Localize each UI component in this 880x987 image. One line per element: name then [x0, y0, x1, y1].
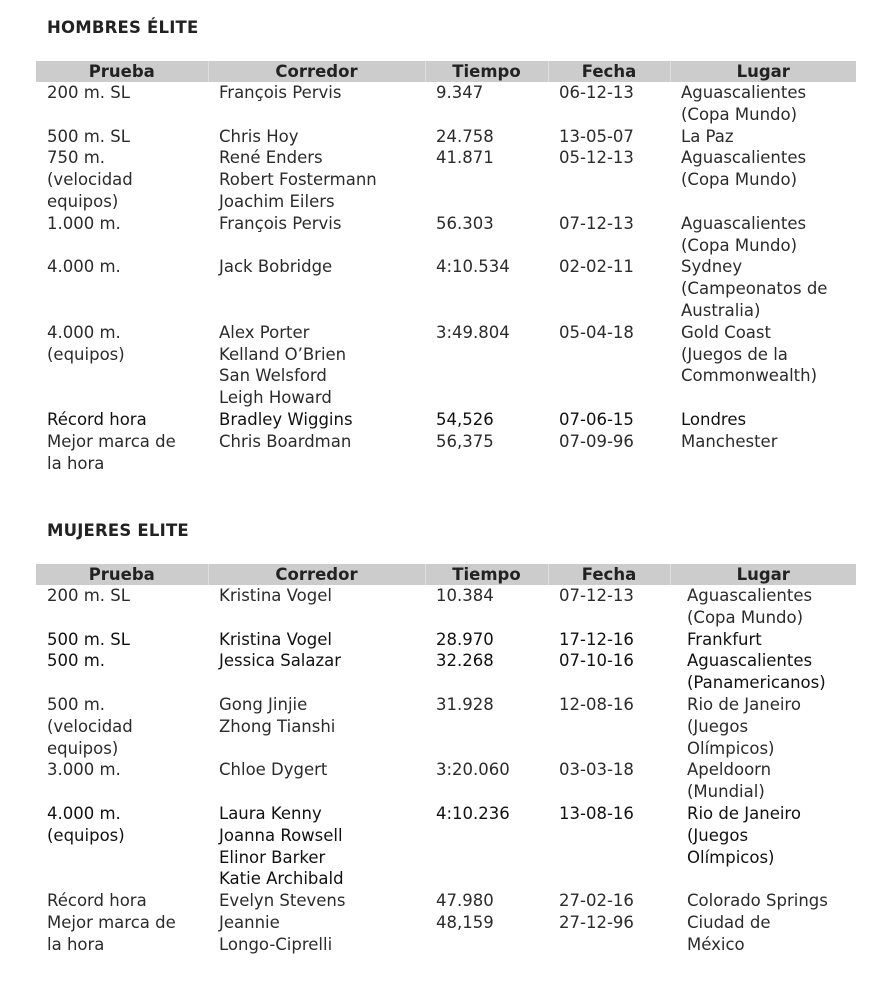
cell-tiempo: 10.384 [436, 586, 494, 605]
cell-tiempo: 41.871 [436, 148, 494, 168]
cell-prueba-line: Mejor marca de [47, 912, 176, 932]
cell-lugar-line: (Juegos [687, 716, 749, 736]
cell-lugar-line: Aguascalientes [681, 148, 807, 168]
cell-fecha: 07-12-13 [559, 213, 634, 233]
header-tiempo: Tiempo [425, 564, 548, 585]
table-row [36, 126, 856, 148]
table-row [36, 256, 856, 321]
cell-corredor [208, 585, 425, 629]
cell-lugar [670, 585, 856, 629]
cell-corredor [208, 409, 425, 431]
cell-prueba-line: 750 m. [47, 148, 106, 168]
table-row [36, 82, 856, 126]
cell-tiempo: 47.980 [436, 891, 494, 911]
cell-tiempo: 54,526 [436, 409, 494, 429]
cell-prueba [36, 213, 208, 257]
cell-fecha: 05-04-18 [559, 322, 634, 342]
cell-lugar-line: Aguascalientes [687, 651, 813, 671]
cell-lugar [670, 322, 856, 409]
cell-corredor-line: Gong Jinjie [219, 694, 308, 714]
table-body [36, 585, 856, 956]
cell-corredor-line: Laura Kenny [219, 803, 322, 823]
cell-corredor-line: San Welsford [219, 366, 327, 386]
cell-corredor [208, 126, 425, 148]
cell-lugar-line: México [687, 934, 745, 954]
cell-lugar [670, 803, 856, 890]
cell-tiempo: 56,375 [436, 431, 494, 451]
cell-prueba-line: 500 m. [47, 651, 106, 671]
cell-prueba [36, 803, 208, 890]
cell-tiempo: 9.347 [436, 83, 484, 102]
cell-fecha: 27-12-96 [559, 912, 634, 932]
cell-prueba [36, 322, 208, 409]
cell-lugar-line: Colorado Springs [687, 891, 828, 911]
table-row [36, 585, 856, 629]
cell-corredor-line: Katie Archibald [219, 869, 344, 889]
cell-corredor [208, 431, 425, 475]
cell-prueba [36, 585, 208, 629]
cell-tiempo: 48,159 [436, 912, 494, 932]
cell-prueba-line: Récord hora [47, 409, 147, 429]
cell-corredor-line: Jessica Salazar [219, 651, 342, 671]
cell-corredor-line: Robert Fostermann [219, 170, 377, 190]
cell-prueba [36, 759, 208, 803]
cell-tiempo: 3:20.060 [436, 760, 510, 780]
cell-lugar-line: Olímpicos) [687, 847, 775, 867]
cell-fecha: 02-02-11 [559, 257, 634, 277]
cell-tiempo: 3:49.804 [436, 322, 510, 342]
cell-corredor-line: Jeannie [219, 912, 280, 932]
cell-prueba-line: 200 m. SL [47, 83, 130, 102]
cell-lugar-line: (Copa Mundo) [681, 235, 798, 255]
section-title-men: HOMBRES ÉLITE [47, 18, 199, 37]
table-body [36, 82, 856, 474]
cell-prueba-line: la hora [47, 453, 105, 473]
header-corredor: Corredor [208, 61, 425, 82]
cell-lugar-line: Frankfurt [687, 629, 762, 649]
cell-prueba [36, 694, 208, 759]
cell-lugar-line: (Panamericanos) [687, 673, 826, 693]
cell-tiempo: 31.928 [436, 694, 494, 714]
cell-fecha: 03-03-18 [559, 760, 634, 780]
cell-tiempo: 56.303 [436, 213, 494, 233]
header-fecha: Fecha [548, 61, 670, 82]
cell-prueba [36, 147, 208, 212]
cell-prueba [36, 82, 208, 126]
cell-tiempo: 4:10.236 [436, 803, 510, 823]
cell-fecha: 07-12-13 [559, 586, 634, 605]
cell-prueba-line: Récord hora [47, 891, 147, 911]
section-title-women: MUJERES ELITE [47, 521, 189, 540]
cell-prueba [36, 409, 208, 431]
cell-prueba [36, 890, 208, 912]
cell-lugar-line: Rio de Janeiro [687, 694, 801, 714]
cell-corredor [208, 629, 425, 651]
cell-prueba [36, 126, 208, 148]
cell-lugar [670, 694, 856, 759]
cell-prueba-line: la hora [47, 934, 105, 954]
cell-prueba-line: 4.000 m. [47, 257, 121, 277]
cell-lugar-line: (Campeonatos de [681, 279, 828, 299]
cell-lugar-line: Apeldoorn [687, 760, 772, 780]
cell-corredor [208, 322, 425, 409]
table-row [36, 629, 856, 651]
table-header-row [36, 61, 856, 82]
cell-lugar-line: Commonwealth) [681, 366, 818, 386]
table-row [36, 147, 856, 212]
cell-lugar-line: (Copa Mundo) [681, 170, 798, 190]
cell-lugar-line: (Juegos de la [681, 344, 788, 364]
cell-corredor-line: Kristina Vogel [219, 629, 332, 649]
cell-corredor-line: Jack Bobridge [219, 257, 333, 277]
cell-corredor [208, 213, 425, 257]
cell-prueba [36, 431, 208, 475]
cell-lugar-line: Aguascalientes [681, 213, 807, 233]
cell-corredor-line: François Pervis [219, 83, 342, 102]
header-prueba: Prueba [36, 564, 208, 585]
cell-prueba-line: (velocidad [47, 170, 133, 190]
cell-corredor [208, 694, 425, 759]
cell-lugar-line: Aguascalientes [681, 83, 807, 102]
cell-prueba-line: equipos) [47, 191, 119, 211]
cell-lugar [670, 82, 856, 126]
cell-fecha: 05-12-13 [559, 148, 634, 168]
cell-corredor-line: Chris Boardman [219, 431, 352, 451]
cell-fecha: 13-05-07 [559, 126, 634, 146]
cell-lugar-line: (Copa Mundo) [687, 607, 804, 627]
table-row [36, 759, 856, 803]
cell-fecha: 27-02-16 [559, 891, 634, 911]
header-fecha: Fecha [548, 564, 670, 585]
cell-corredor-line: Chloe Dygert [219, 760, 328, 780]
cell-tiempo: 32.268 [436, 651, 494, 671]
cell-corredor-line: Longo-Ciprelli [219, 934, 333, 954]
cell-lugar [670, 759, 856, 803]
cell-prueba-line: 4.000 m. [47, 803, 121, 823]
cell-corredor-line: Kristina Vogel [219, 586, 332, 605]
cell-corredor-line: Joanna Rowsell [219, 825, 343, 845]
table-row [36, 803, 856, 890]
header-corredor: Corredor [208, 564, 425, 585]
table-row [36, 409, 856, 431]
table-row [36, 322, 856, 409]
cell-corredor [208, 147, 425, 212]
cell-fecha: 13-08-16 [559, 803, 634, 823]
cell-fecha: 06-12-13 [559, 83, 634, 102]
cell-tiempo: 28.970 [436, 629, 494, 649]
header-prueba: Prueba [36, 61, 208, 82]
cell-lugar [670, 629, 856, 651]
records-table-women [36, 564, 856, 956]
cell-corredor-line: Leigh Howard [219, 388, 332, 408]
cell-prueba-line: Mejor marca de [47, 431, 176, 451]
cell-tiempo: 4:10.534 [436, 257, 510, 277]
cell-lugar [670, 147, 856, 212]
cell-lugar-line: Gold Coast [681, 322, 771, 342]
records-table-men [36, 61, 856, 474]
cell-fecha: 07-09-96 [559, 431, 634, 451]
cell-corredor-line: François Pervis [219, 213, 342, 233]
cell-fecha: 17-12-16 [559, 629, 634, 649]
header-lugar: Lugar [670, 564, 856, 585]
table-row [36, 912, 856, 956]
cell-lugar-line: Sydney [681, 257, 743, 277]
cell-lugar [670, 912, 856, 956]
cell-prueba-line: 200 m. SL [47, 586, 130, 605]
cell-corredor-line: Alex Porter [219, 322, 310, 342]
table-row [36, 431, 856, 475]
cell-corredor [208, 256, 425, 321]
cell-prueba-line: 1.000 m. [47, 213, 121, 233]
cell-prueba [36, 650, 208, 694]
cell-prueba-line: 500 m. [47, 694, 106, 714]
table-row [36, 650, 856, 694]
cell-prueba-line: 500 m. SL [47, 126, 130, 146]
cell-prueba [36, 256, 208, 321]
cell-prueba-line: 4.000 m. [47, 322, 121, 342]
cell-fecha: 12-08-16 [559, 694, 634, 714]
cell-fecha: 07-10-16 [559, 651, 634, 671]
cell-lugar-line: Olímpicos) [687, 738, 775, 758]
cell-corredor [208, 912, 425, 956]
cell-corredor-line: Evelyn Stevens [219, 891, 346, 911]
cell-prueba-line: 3.000 m. [47, 760, 121, 780]
cell-corredor-line: Elinor Barker [219, 847, 326, 867]
cell-corredor-line: Joachim Eilers [219, 191, 335, 211]
header-tiempo: Tiempo [425, 61, 548, 82]
cell-corredor [208, 759, 425, 803]
cell-lugar-line: Aguascalientes [687, 586, 813, 605]
cell-corredor [208, 803, 425, 890]
cell-prueba-line: (velocidad [47, 716, 133, 736]
cell-lugar-line: Londres [681, 409, 747, 429]
cell-lugar [670, 126, 856, 148]
cell-lugar [670, 890, 856, 912]
cell-corredor [208, 890, 425, 912]
cell-lugar-line: Rio de Janeiro [687, 803, 801, 823]
cell-corredor-line: Kelland O’Brien [219, 344, 347, 364]
cell-lugar [670, 431, 856, 475]
cell-corredor [208, 82, 425, 126]
table-header-row [36, 564, 856, 585]
cell-lugar [670, 650, 856, 694]
cell-prueba-line: (equipos) [47, 344, 125, 364]
cell-lugar [670, 409, 856, 431]
table-row [36, 890, 856, 912]
table-row [36, 694, 856, 759]
cell-lugar-line: (Mundial) [687, 782, 765, 802]
cell-lugar-line: Ciudad de [687, 912, 771, 932]
cell-lugar [670, 213, 856, 257]
cell-prueba-line: equipos) [47, 738, 119, 758]
header-lugar: Lugar [670, 61, 856, 82]
cell-prueba [36, 912, 208, 956]
cell-lugar-line: Manchester [681, 431, 778, 451]
cell-prueba-line: (equipos) [47, 825, 125, 845]
cell-lugar [670, 256, 856, 321]
cell-corredor-line: Chris Hoy [219, 126, 299, 146]
cell-lugar-line: (Copa Mundo) [681, 104, 798, 124]
cell-corredor-line: Zhong Tianshi [219, 716, 336, 736]
cell-lugar-line: Australia) [681, 300, 761, 320]
cell-tiempo: 24.758 [436, 126, 494, 146]
cell-prueba [36, 629, 208, 651]
cell-lugar-line: (Juegos [687, 825, 749, 845]
table-row [36, 213, 856, 257]
cell-corredor [208, 650, 425, 694]
cell-lugar-line: La Paz [681, 126, 734, 146]
cell-fecha: 07-06-15 [559, 409, 634, 429]
cell-corredor-line: René Enders [219, 148, 323, 168]
cell-corredor-line: Bradley Wiggins [219, 409, 353, 429]
cell-prueba-line: 500 m. SL [47, 629, 130, 649]
